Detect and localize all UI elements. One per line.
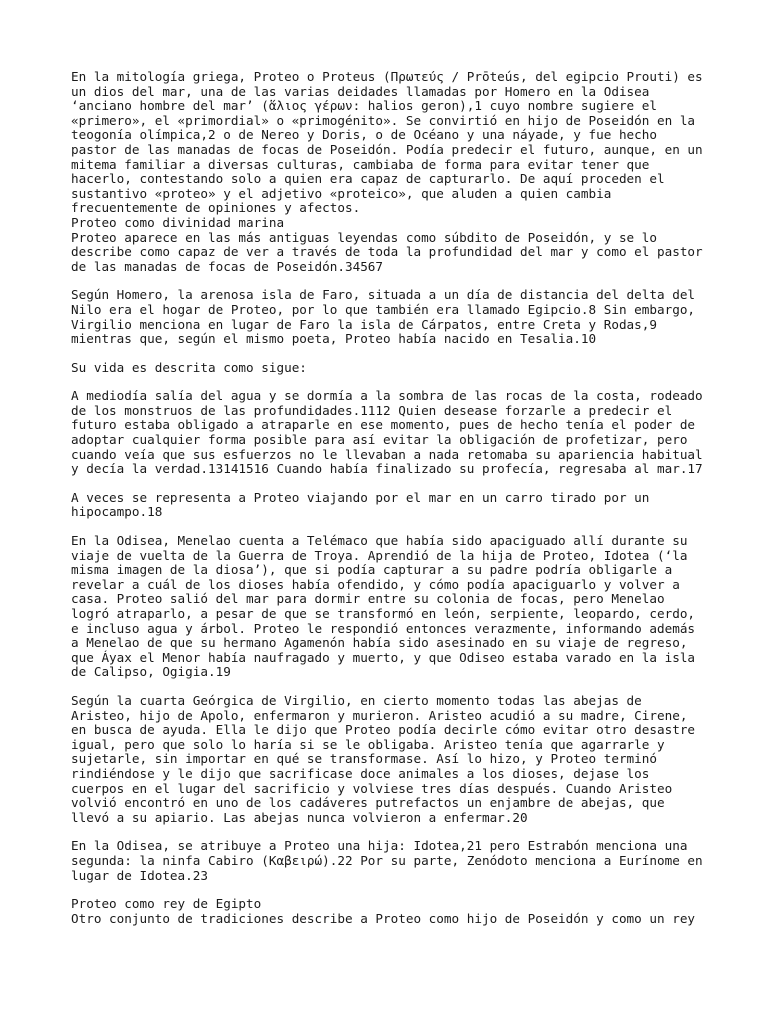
text-line: de las manadas de focas de Poseidón.34567	[71, 258, 384, 274]
text-line: llevó a su apiario. Las abejas nunca volvieron a enfermar.20	[71, 809, 528, 825]
text-line: e incluso agua y árbol. Proteo le respondió entonces verazmente, informando además	[71, 620, 696, 636]
text-line: A mediodía salía del agua y se dormía a la sombra de las rocas de la costa, rodeado	[71, 388, 703, 404]
text-line: hacerlo, contestando solo a quien era capaz de capturarlo. De aquí proceden el	[71, 171, 665, 187]
text-line: A veces se representa a Proteo viajando por el mar en un carro tirado por un	[71, 489, 650, 505]
text-line: adoptar cualquier forma posible para así evitar la obligación de profetizar, pero	[71, 432, 688, 448]
text-line: Según Homero, la arenosa isla de Faro, situada a un día de distancia del delta del	[71, 287, 696, 303]
text-line: Según la cuarta Geórgica de Virgilio, en cierto momento todas las abejas de	[71, 692, 642, 708]
text-line: teogonía olímpica,2 o de Nereo y Doris, o de Océano y una náyade, y fue hecho	[71, 127, 657, 143]
paragraph-aristeo	[71, 694, 708, 825]
paragraph-intro	[71, 70, 708, 274]
text-line: Otro conjunto de tradiciones describe a Proteo como hijo de Poseidón y como un rey	[71, 910, 696, 926]
text-line: logró atraparlo, a pesar de que se transformó en león, serpiente, leopardo, cerdo,	[71, 606, 696, 621]
paragraph-idotea	[71, 839, 708, 883]
text-line: futuro estaba obligado a atraparle en ese momento, pues de hecho tenía el poder de	[71, 417, 696, 433]
paragraph-faro	[71, 288, 708, 346]
text-line: Nilo era el hogar de Proteo, por lo que también era llamado Egipcio.8 Sin embargo,	[71, 301, 696, 317]
text-line: misma imagen de la diosa’), que si podía capturar a su padre podría obligarle a	[71, 562, 673, 578]
text-line: En la Odisea, se atribuye a Proteo una hija: Idotea,21 pero Estrabón menciona una	[71, 838, 688, 854]
text-line: Proteo aparece en las más antiguas leyendas como súbdito de Poseidón, y se lo	[71, 229, 657, 245]
text-line: describe como capaz de ver a través de toda la profundidad del mar y como el pastor	[71, 244, 703, 260]
text-line: mitema familiar a diversas culturas, cambiaba de forma para evitar tener que	[71, 156, 650, 172]
text-line: revelar a cuál de los dioses había ofendido, y cómo podía apaciguarlo y volver a	[71, 576, 680, 592]
paragraph-mediodia	[71, 389, 708, 477]
text-line: lugar de Idotea.23	[71, 867, 208, 883]
text-line: pastor de las manadas de focas de Poseidón. Podía predecir el futuro, aunque, en un	[71, 141, 703, 157]
text-line: sustantivo «proteo» y el adjetivo «proteico», que aluden a quien cambia	[71, 185, 612, 201]
text-line: En la Odisea, Menelao cuenta a Telémaco que había sido apaciguado allí durante su	[71, 533, 688, 549]
text-line: Virgilio menciona en lugar de Faro la isla de Cárpatos, entre Creta y Rodas,9	[71, 316, 657, 332]
text-line: cuerpos en el lugar del sacrificio y volviese tres días después. Cuando Aristeo	[71, 780, 673, 796]
text-line: ‘anciano hombre del mar’ (ἅλιος γέρων: halios geron),1 cuyo nombre sugiere el	[71, 98, 657, 114]
text-line: a Menelao de que su hermano Agamenón había sido asesinado en su viaje de regreso,	[71, 635, 688, 651]
text-line: un dios del mar, una de las varias deidades llamadas por Homero en la Odisea	[71, 83, 650, 99]
paragraph-rey-egipto	[71, 897, 708, 926]
text-line: que Áyax el Menor había naufragado y muerto, y que Odiseo estaba varado en la isla	[71, 649, 696, 665]
text-line: igual, pero que solo lo haría si se le obligaba. Aristeo tenía que agarrarle y	[71, 736, 665, 752]
text-line: En la mitología griega, Proteo o Proteus (Πρωτεύς / Prōteús, del egipcio Prouti) es	[71, 69, 703, 84]
paragraph-vida	[71, 361, 708, 376]
text-line: casa. Proteo salió del mar para dormir entre su colonia de focas, pero Menelao	[71, 591, 665, 607]
text-line: y decía la verdad.13141516 Cuando había finalizado su profecía, regresaba al mar.17	[71, 461, 703, 477]
paragraph-menelao	[71, 534, 708, 680]
text-line: Su vida es descrita como sigue:	[71, 359, 307, 375]
text-line: cuando veía que sus esfuerzos no le llevaban a nada retomaba su apariencia habitual	[71, 446, 703, 462]
text-line: mientras que, según el mismo poeta, Proteo había nacido en Tesalia.10	[71, 331, 597, 347]
text-line: viaje de vuelta de la Guerra de Troya. Aprendió de la hija de Proteo, Idotea (‘la	[71, 547, 688, 563]
text-line: rindiéndose y le dijo que sacrificase doce animales a los dioses, dejase los	[71, 765, 650, 781]
text-line: hipocampo.18	[71, 504, 163, 520]
section-heading: Proteo como divinidad marina	[71, 214, 285, 230]
text-line: de Calipso, Ogigia.19	[71, 664, 231, 680]
text-line: volvió encontró en uno de los cadáveres putrefactos un enjambre de abejas, que	[71, 795, 665, 811]
text-line: segunda: la ninfa Cabiro (Καβειρώ).22 Por su parte, Zenódoto menciona a Eurínome en	[71, 852, 703, 868]
text-line: Aristeo, hijo de Apolo, enfermaron y murieron. Aristeo acudió a su madre, Cirene,	[71, 707, 688, 723]
text-line: sujetarle, sin importar en qué se transformase. Así lo hizo, y Proteo terminó	[71, 751, 657, 767]
text-line: «primero», el «primordial» o «primogénito». Se convirtió en hijo de Poseidón en la	[71, 112, 696, 128]
text-line: frecuentemente de opiniones y afectos.	[71, 200, 361, 216]
paragraph-hipocampo	[71, 491, 708, 520]
text-line: de los monstruos de las profundidades.1112 Quien desease forzarle a predecir el	[71, 402, 673, 418]
text-line: en busca de ayuda. Ella le dijo que Proteo podía decirle cómo evitar otro desastre	[71, 722, 696, 738]
section-heading: Proteo como rey de Egipto	[71, 896, 262, 912]
